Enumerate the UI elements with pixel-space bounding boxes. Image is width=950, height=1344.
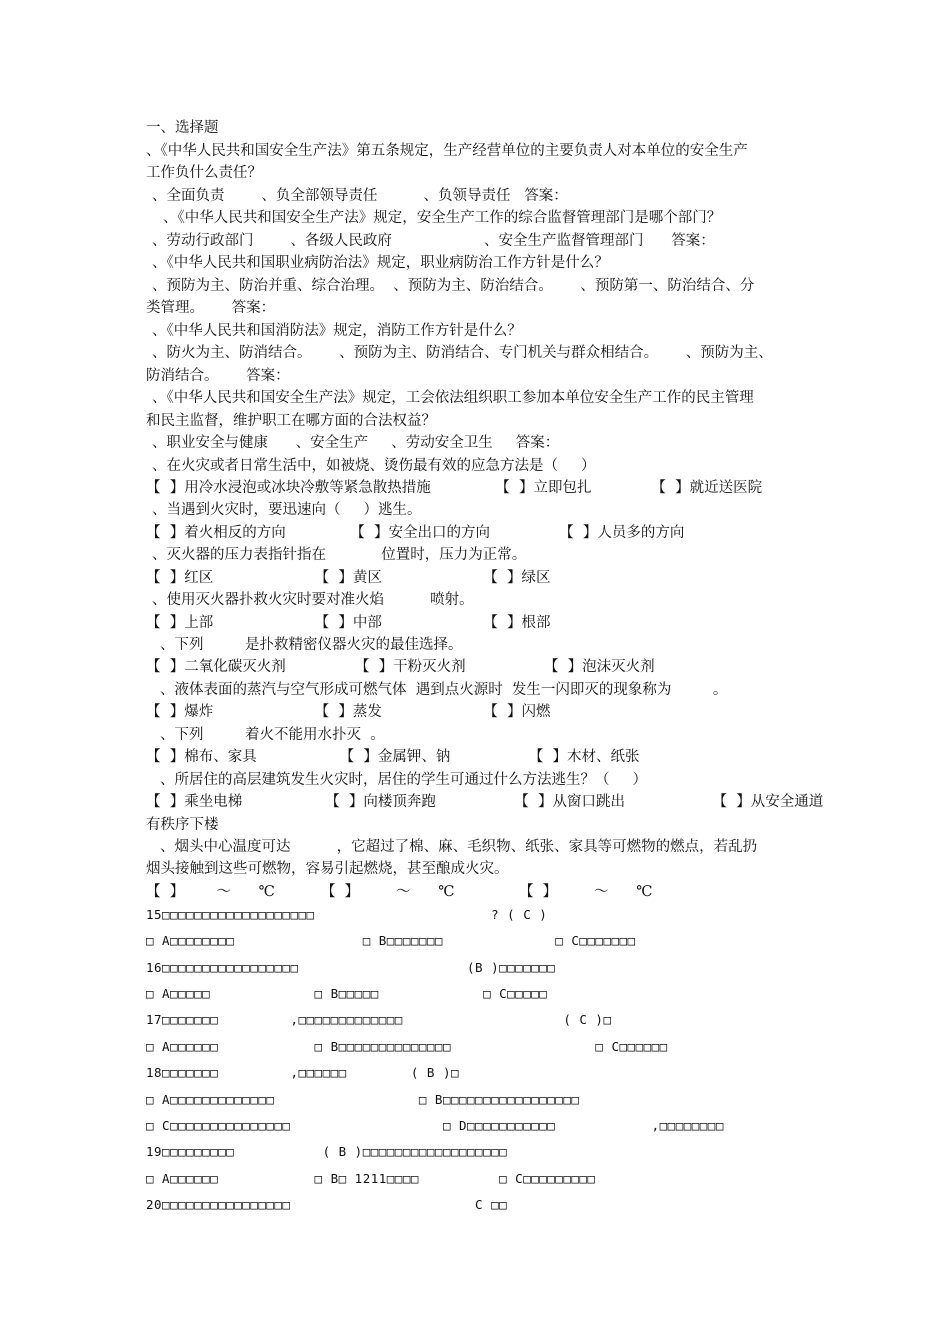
q5-line-2: 和民主监督，维护职工在哪方面的合法权益？ — [146, 413, 436, 429]
q10-options: 【 】二氧化碳灭火剂 【 】干粉灭火剂 【 】泡沫灭火剂 — [146, 659, 655, 675]
q19-options: □ A□□□□□□ □ B□ 1211□□□□ □ C□□□□□□□□□ — [146, 1171, 596, 1186]
q11-options: 【 】爆炸 【 】蒸发 【 】闪燃 — [146, 704, 551, 720]
q13-options-2: 有秩序下楼 — [146, 817, 219, 833]
q4-options-2: 防消结合。 答案： — [146, 368, 290, 384]
q18-options-2: □ C□□□□□□□□□□□□□□□ □ D□□□□□□□□□□□ ,□□□□□□□□ — [146, 1118, 724, 1133]
q7-options: 【 】着火相反的方向 【 】安全出口的方向 【 】人员多的方向 — [146, 525, 685, 541]
q4-options-1: 、防火为主、防消结合。 、预防为主、防消结合、专门机关与群众相结合。 、预防为主、 — [152, 345, 773, 361]
q16-line-1: 16□□□□□□□□□□□□□□□□□ (B )□□□□□□□ — [146, 960, 556, 975]
q3-options-1: 、预防为主、防治并重、综合治理。 、预防为主、防治结合。 、预防第一、防治结合、分 — [152, 278, 755, 294]
q5-options: 、职业安全与健康 、安全生产 、劳动安全卫生 答案： — [152, 435, 560, 451]
q15-options: □ A□□□□□□□□ □ B□□□□□□□ □ C□□□□□□□ — [146, 933, 636, 948]
q19-line-1: 19□□□□□□□□□ ( B )□□□□□□□□□□□□□□□□□□ — [146, 1144, 508, 1159]
q3-options-2: 类管理。 答案： — [146, 300, 276, 316]
q6-line-1: 、在火灾或者日常生活中，如被烧、烫伤最有效的应急方法是（ ） — [152, 458, 596, 474]
q5-line-1: 、《中华人民共和国安全生产法》规定，工会依法组织职工参加本单位安全生产工作的民主管理 — [152, 390, 754, 406]
q18-line-1: 18□□□□□□□ ,□□□□□□ ( B )□ — [146, 1065, 459, 1080]
q13-options-1: 【 】乘坐电梯 【 】向楼顶奔跑 【 】从窗口跳出 【 】从安全通道 — [146, 794, 824, 810]
q17-options: □ A□□□□□□ □ B□□□□□□□□□□□□□□ □ C□□□□□□ — [146, 1039, 668, 1054]
q9-line-1: 、使用灭火器扑救火灾时要对准火焰 喷射。 — [152, 592, 474, 608]
q8-line-1: 、灭火器的压力表指针指在 位置时，压力为正常。 — [152, 547, 527, 563]
q14-options: 【 】 ～ ℃ 【 】 ～ ℃ 【 】 ～ ℃ — [146, 884, 653, 900]
q8-options: 【 】红区 【 】黄区 【 】绿区 — [146, 570, 551, 586]
q12-line-1: 、下列 着火不能用水扑灭 。 — [160, 727, 385, 743]
q13-line-1: 、所居住的高层建筑发生火灾时，居住的学生可通过什么方法逃生？（ ） — [160, 772, 648, 788]
q14-line-1: 、烟头中心温度可达 ，它超过了棉、麻、毛织物、纸张、家具等可燃物的燃点，若乱扔 — [160, 839, 758, 855]
q1-line-2: 工作负什么责任？ — [146, 165, 262, 181]
q6-options: 【 】用冷水浸泡或冰块冷敷等紧急散热措施 【 】立即包扎 【 】就近送医院 — [146, 480, 763, 496]
q20-line-1: 20□□□□□□□□□□□□□□□□ C □□ — [146, 1197, 508, 1212]
q3-line-1: 、《中华人民共和国职业病防治法》规定，职业病防治工作方针是什么？ — [152, 255, 609, 271]
q7-line-1: 、当遇到火灾时，要迅速向（ ）逃生。 — [152, 502, 422, 518]
q1-options: 、全面负责 、负全部领导责任 、负领导责任 答案： — [152, 188, 568, 204]
q1-line-1: 、《中华人民共和国安全生产法》第五条规定，生产经营单位的主要负责人对本单位的安全生产 — [146, 143, 748, 159]
section-title: 一、选择题 — [146, 120, 219, 136]
q12-options: 【 】棉布、家具 【 】金属钾、钠 【 】木材、纸张 — [146, 749, 640, 765]
q4-line-1: 、《中华人民共和国消防法》规定，消防工作方针是什么？ — [152, 323, 522, 339]
q2-options: 、劳动行政部门 、各级人民政府 、安全生产监督管理部门 答案： — [152, 233, 715, 249]
q2-line-1: 、《中华人民共和国安全生产法》规定，安全生产工作的综合监督管理部门是哪个部门？ — [163, 210, 722, 226]
q11-line-1: 、液体表面的蒸汽与空气形成可燃气体 遇到点火源时 发生一闪即灭的现象称为 。 — [160, 682, 728, 698]
q15-line-1: 15□□□□□□□□□□□□□□□□□□□ ? ( C ) — [146, 907, 548, 922]
q10-line-1: 、下列 是扑救精密仪器火灾的最佳选择。 — [160, 637, 463, 653]
q14-line-2: 烟头接触到这些可燃物，容易引起燃烧，甚至酿成火灾。 — [146, 861, 509, 877]
q16-options: □ A□□□□□ □ B□□□□□ □ C□□□□□ — [146, 986, 548, 1001]
q9-options: 【 】上部 【 】中部 【 】根部 — [146, 615, 551, 631]
q17-line-1: 17□□□□□□□ ,□□□□□□□□□□□□□ ( C )□ — [146, 1012, 612, 1027]
q18-options-1: □ A□□□□□□□□□□□□□ □ B□□□□□□□□□□□□□□□□□ — [146, 1092, 580, 1107]
